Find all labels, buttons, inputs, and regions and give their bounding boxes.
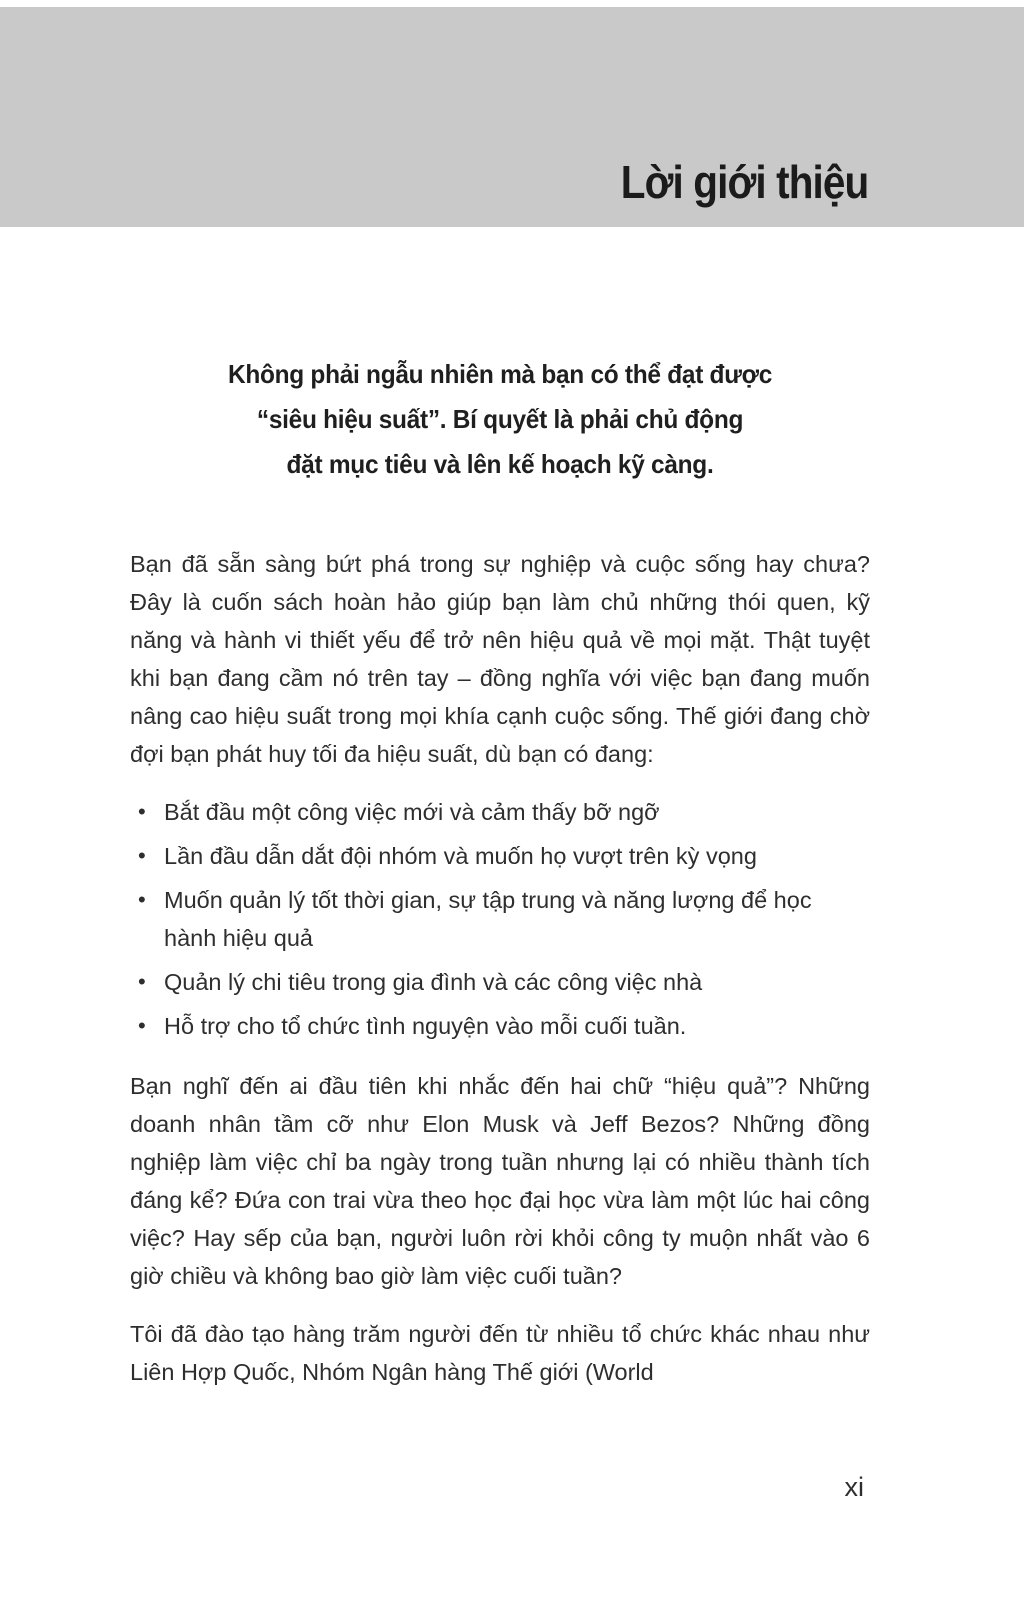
paragraph: Tôi đã đào tạo hàng trăm người đến từ nhiều tổ chức khác nhau như Liên Hợp Quốc, Nhóm Ngân hàng Thế giới (World [130,1321,870,1385]
bullet-icon: • [138,969,146,994]
bullet-text: Lần đầu dẫn dắt đội nhóm và muốn họ vượt trên kỳ vọng [164,843,757,869]
bullet-list [130,793,870,1045]
bullet-icon: • [138,799,146,824]
paragraph: Bạn đã sẵn sàng bứt phá trong sự nghiệp và cuộc sống hay chưa? Đây là cuốn sách hoàn hảo giúp bạn làm chủ những thói quen, kỹ năng và hành vi thiết yếu để trở nên hiệu quả về mọi mặt. Thật tuyệt khi bạn đang cầm nó trên tay – đồng nghĩa với việc bạn đang muốn nâng cao hiệu suất trong mọi khía cạnh cuộc sống. Thế giới đang chờ đợi bạn phát huy tối đa hiệu suất, dù bạn có đang: [130,551,870,767]
bullet-text: Quản lý chi tiêu trong gia đình và các công việc nhà [164,969,703,995]
bullet-text: Bắt đầu một công việc mới và cảm thấy bỡ ngỡ [164,799,660,825]
epigraph-line: Không phải ngẫu nhiên mà bạn có thể đạt được [227,359,773,389]
list-item [130,881,870,957]
chapter-title: Lời giới thiệu [620,156,868,208]
bullet-icon: • [138,843,146,868]
epigraph-line: “siêu hiệu suất”. Bí quyết là phải chủ động [256,404,744,434]
bullet-text: Muốn quản lý tốt thời gian, sự tập trung và năng lượng để học hành hiệu quả [164,887,812,951]
bullet-text: Hỗ trợ cho tổ chức tình nguyện vào mỗi cuối tuần. [164,1013,687,1039]
chapter-header-band [0,7,1024,227]
epigraph [152,352,848,487]
epigraph-line: đặt mục tiêu và lên kế hoạch kỹ càng. [286,449,714,479]
bullet-icon: • [138,887,146,912]
list-item [130,963,870,1001]
page-content [130,340,870,1411]
paragraph: Bạn nghĩ đến ai đầu tiên khi nhắc đến hai chữ “hiệu quả”? Những doanh nhân tầm cỡ như Elon Musk và Jeff Bezos? Những đồng nghiệp làm việc chỉ ba ngày trong tuần nhưng lại có nhiều thành tích đáng kể? Đứa con trai vừa theo học đại học vừa làm một lúc hai công việc? Hay sếp của bạn, người luôn rời khỏi công ty muộn nhất vào 6 giờ chiều và không bao giờ làm việc cuối tuần? [130,1073,870,1289]
page-number: xi [844,1472,864,1502]
list-item [130,837,870,875]
bullet-icon: • [138,1013,146,1038]
list-item [130,793,870,831]
list-item [130,1007,870,1045]
